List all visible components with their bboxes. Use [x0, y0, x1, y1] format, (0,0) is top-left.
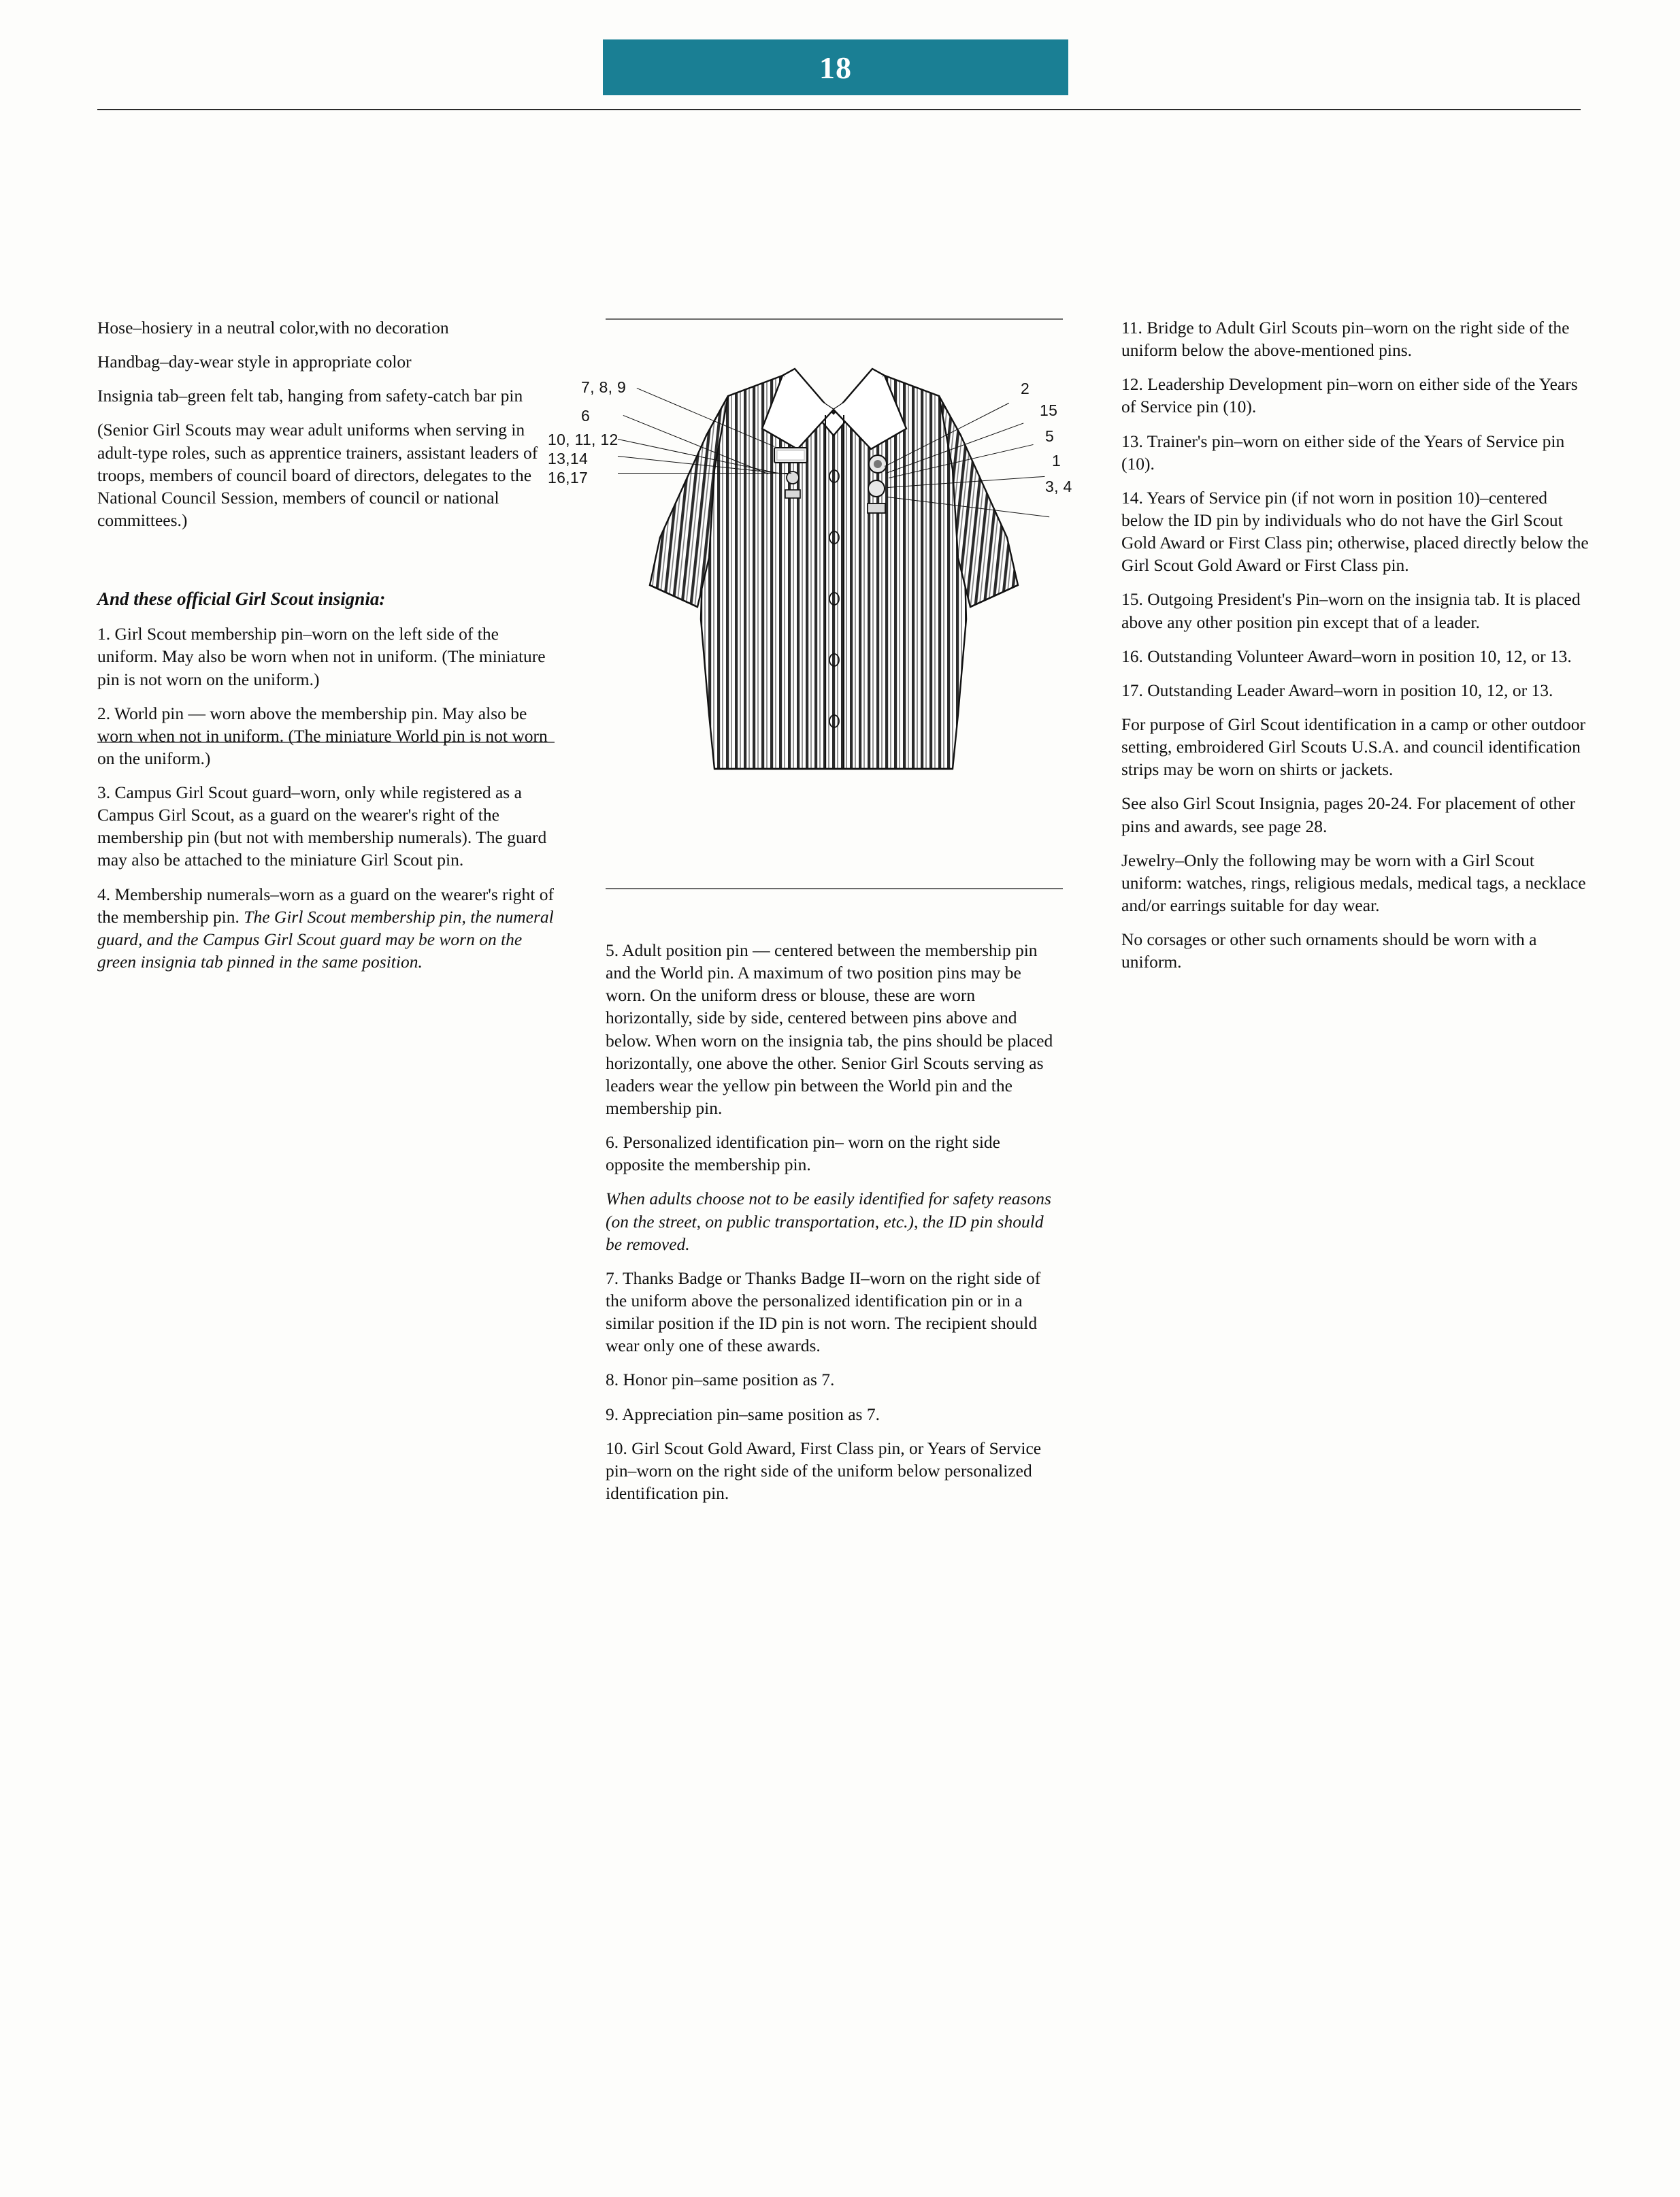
insignia-item-10: 10. Girl Scout Gold Award, First Class pin, or Years of Service pin–worn on the right side of the uniform below personalized identification pin. — [606, 1438, 1042, 1503]
paragraph-identification-strips: For purpose of Girl Scout identification in a camp or other outdoor setting, embroidered Girl Scouts U.S.A. and council identification strips may be worn on shirts or jackets. — [1121, 714, 1585, 780]
left-column — [97, 316, 555, 985]
paragraph-see-also: See also Girl Scout Insignia, pages 20-24. For placement of other pins and awards, see page 28. — [1121, 793, 1576, 836]
paragraph-insignia-tab: Insignia tab–green felt tab, hanging from safety-catch bar pin — [97, 386, 523, 406]
insignia-item-2: 2. World pin — worn above the membership pin. May also be worn when not in uniform. (The miniature World pin is not worn on the uniform.) — [97, 703, 548, 768]
callout-label-15: 15 — [1040, 401, 1058, 419]
shirt-illustration — [558, 333, 1109, 885]
insignia-item-4 — [97, 883, 555, 974]
paragraph-hose: Hose–hosiery in a neutral color,with no decoration — [97, 318, 449, 337]
insignia-item-15: 15. Outgoing President's Pin–worn on the insignia tab. It is placed above any other position pin except that of a leader. — [1121, 589, 1581, 632]
insignia-item-6: 6. Personalized identification pin– worn on the right side opposite the membership pin. — [606, 1132, 1001, 1175]
insignia-item-4-lead: 4. Membership numerals–worn as a guard on the wearer's right of the membership pin. — [97, 884, 554, 927]
insignia-item-7: 7. Thanks Badge or Thanks Badge II–worn on the right side of the uniform above the personalized identification pin or in a similar position if the ID pin is not worn. The recipient should wear only one of these awards. — [606, 1268, 1041, 1356]
callout-label-5: 5 — [1045, 427, 1055, 445]
paragraph-corsages: No corsages or other such ornaments should be worn with a uniform. — [1121, 929, 1537, 972]
insignia-item-9: 9. Appreciation pin–same position as 7. — [606, 1404, 880, 1424]
pin-cluster-right — [868, 455, 887, 513]
id-pin-safety-note: When adults choose not to be easily identified for safety reasons (on the street, on public transportation, etc.), the ID pin should be removed. — [606, 1189, 1051, 1254]
insignia-item-14: 14. Years of Service pin (if not worn in position 10)–centered below the ID pin by individuals who do not have the Girl Scout Gold Award or First Class pin; otherwise, placed directly below the Girl Scout Gold Award or First Class pin. — [1121, 487, 1589, 576]
section-heading-insignia: And these official Girl Scout insignia: — [97, 589, 386, 610]
insignia-item-12: 12. Leadership Development pin–worn on either side of the Years of Service pin (10). — [1121, 374, 1578, 417]
uniform-diagram — [548, 333, 1109, 885]
right-column — [1121, 316, 1591, 985]
paragraph-handbag: Handbag–day-wear style in appropriate color — [97, 352, 412, 372]
leader-line-1617 — [618, 473, 791, 474]
insignia-item-3: 3. Campus Girl Scout guard–worn, only while registered as a Campus Girl Scout, as a guard on the wearer's right of the membership pin (but not with membership numerals). The guard may also be attached to the miniature Girl Scout pin. — [97, 782, 547, 870]
callout-label-1: 1 — [1052, 452, 1061, 469]
insignia-item-8: 8. Honor pin–same position as 7. — [606, 1370, 835, 1390]
paragraph-senior-note: (Senior Girl Scouts may wear adult uniforms when serving in adult-type roles, such as apprentice trainers, assistant leaders of troops, members of council board of directors, delegates to the National Council Session, members of council or national committees.) — [97, 420, 538, 530]
callout-label-1617: 16,17 — [548, 469, 589, 486]
callout-label-6: 6 — [581, 407, 591, 425]
middle-column — [606, 939, 1063, 1516]
callout-label-2: 2 — [1021, 380, 1030, 397]
callout-label-34: 3, 4 — [1045, 478, 1072, 495]
diagram-top-divider — [606, 318, 1063, 320]
paragraph-jewelry: Jewelry–Only the following may be worn with a Girl Scout uniform: watches, rings, religious medals, medical tags, a necklace and/or earrings suitable for day wear. — [1121, 850, 1586, 915]
header-divider — [97, 109, 1581, 110]
diagram-bottom-divider — [606, 888, 1063, 889]
page-number-band: 18 — [603, 39, 1068, 95]
insignia-item-1: 1. Girl Scout membership pin–worn on the left side of the uniform. May also be worn when not in uniform. (The miniature pin is not worn on the uniform.) — [97, 624, 546, 689]
insignia-item-5: 5. Adult position pin — centered between the membership pin and the World pin. A maximum of two position pins may be worn. On the uniform dress or blouse, these are worn horizontally, side by side, centered between pins above and below. When worn on the insignia tab, the pins should be placed horizontally, one above the other. Senior Girl Scouts serving as leaders wear the yellow pin between the World pin and the membership pin. — [606, 940, 1053, 1118]
callout-label-789: 7, 8, 9 — [581, 378, 627, 396]
insignia-item-11: 11. Bridge to Adult Girl Scouts pin–worn on the right side of the uniform below the above-mentioned pins. — [1121, 318, 1570, 361]
insignia-item-4-italic: The Girl Scout membership pin, the numeral guard, and the Campus Girl Scout guard may be worn on the green insignia tab pinned in the same position. — [97, 906, 554, 972]
callout-label-101112: 10, 11, 12 — [548, 431, 619, 448]
callout-label-1314: 13,14 — [548, 450, 589, 467]
insignia-item-17: 17. Outstanding Leader Award–worn in position 10, 12, or 13. — [1121, 680, 1553, 700]
insignia-item-13: 13. Trainer's pin–worn on either side of the Years of Service pin (10). — [1121, 431, 1565, 474]
insignia-item-16: 16. Outstanding Volunteer Award–worn in position 10, 12, or 13. — [1121, 646, 1572, 666]
